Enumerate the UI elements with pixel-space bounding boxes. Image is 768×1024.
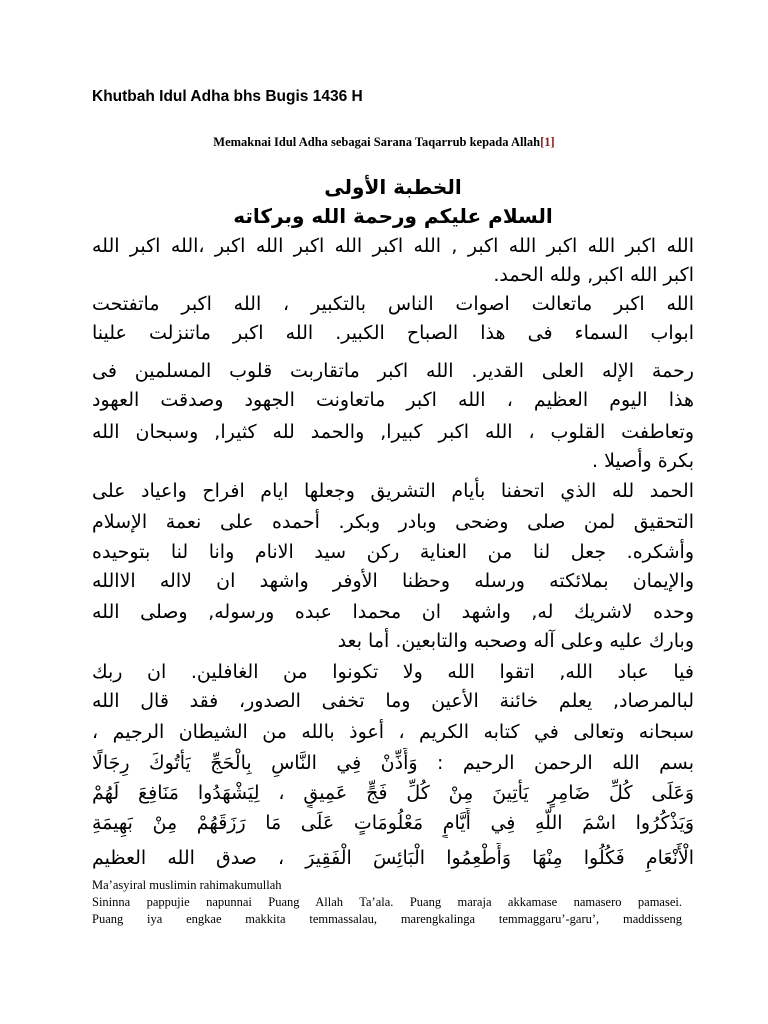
arabic-line: وتعاطفت القلوب ، الله اكبر كبيرا, والحمد لله كثيرا, وسبحان الله <box>92 421 694 443</box>
footnote-link[interactable]: [1] <box>540 135 555 149</box>
arabic-line: لبالمرصاد, يعلم خائنة الأعين وما تخفى الصدور، فقد قال الله <box>92 690 694 712</box>
arabic-line: وحده لاشريك له, واشهد ان محمدا عبده ورسوله, وصلى الله <box>92 601 694 623</box>
quran-verse-line: وَيَذْكُرُوا اسْمَ اللَّهِ فِي أَيَّامٍ مَعْلُومَاتٍ عَلَى مَا رَزَقَهُمْ مِنْ بَهِيمَةِ <box>92 812 694 834</box>
arabic-line: بكرة وأصيلا . <box>592 450 694 472</box>
arabic-line: رحمة الإله العلى القدير. الله اكبر ماتقاربت قلوب المسلمين فى <box>92 360 694 382</box>
arabic-heading-salam: السلام عليكم ورحمة الله وبركاته <box>233 204 553 228</box>
latin-greeting: Ma’asyiral muslimin rahimakumullah <box>92 878 282 892</box>
document-subtitle <box>0 135 768 150</box>
quran-verse-line: الْأَنْعَامِ فَكُلُوا مِنْهَا وَأَطْعِمُوا الْبَائِسَ الْفَقِيرَ ، صدق الله العظيم <box>92 847 694 869</box>
document-title: Khutbah Idul Adha bhs Bugis 1436 H <box>92 88 363 105</box>
quran-verse-line: بسم الله الرحمن الرحيم : وَأَذِّنْ فِي النَّاسِ بِالْحَجِّ يَأْتُوكَ رِجَالًا <box>92 752 694 774</box>
arabic-line: اكبر الله اكبر, ولله الحمد. <box>493 264 694 286</box>
arabic-line: التحقيق لمن صلى وضحى وبادر وبكر. أحمده على نعمة الإسلام <box>92 511 694 533</box>
arabic-line: الله اكبر ماتعالت اصوات الناس بالتكبير ، الله اكبر ماتفتحت <box>92 293 694 315</box>
arabic-line: ابواب السماء فى هذا الصباح الكبير. الله اكبر ماتنزلت علينا <box>92 322 694 344</box>
arabic-line: هذا اليوم العظيم ، الله اكبر ماتعاونت الجهود وصدقت العهود <box>92 389 694 411</box>
quran-verse-line: وَعَلَى كُلِّ ضَامِرٍ يَأْتِينَ مِنْ كُلِّ فَجٍّ عَمِيقٍ ، لِيَشْهَدُوا مَنَافِعَ لَهُمْ <box>92 782 694 804</box>
arabic-line: الحمد لله الذي اتحفنا بأيام التشريق وجعلها ايام افراح واعياد على <box>92 480 694 502</box>
arabic-line: فيا عباد الله, اتقوا الله ولا تكونوا من الغافلين. ان ربك <box>92 661 694 683</box>
arabic-line: سبحانه وتعالى في كتابه الكريم ، أعوذ بالله من الشيطان الرجيم ، <box>92 721 694 743</box>
arabic-heading-first-khutbah: الخطبة الأولى <box>324 175 462 199</box>
arabic-line: وبارك عليه وعلى آله وصحبه والتابعين. أما بعد <box>337 630 694 652</box>
subtitle-text: Memaknai Idul Adha sebagai Sarana Taqarrub kepada Allah <box>213 135 541 149</box>
arabic-line: والإيمان بملائكته ورسله وحظنا الأوفر واشهد ان لااله الاالله <box>92 570 694 592</box>
arabic-line: وأشكره. جعل لنا من العناية ركن سيد الانام وانا لنا بتوحيده <box>92 541 694 563</box>
latin-paragraph-line: Sininna pappujie napunnai Puang Allah Ta’ala. Puang maraja akkamase namasero pamasei. <box>92 895 682 909</box>
arabic-line: الله اكبر الله اكبر الله اكبر , الله اكبر الله اكبر الله اكبر ،الله اكبر الله <box>92 235 694 257</box>
latin-paragraph-line: Puang iya engkae makkita temmassalau, marengkalinga temmaggaru’-garu’, maddisseng <box>92 912 682 926</box>
